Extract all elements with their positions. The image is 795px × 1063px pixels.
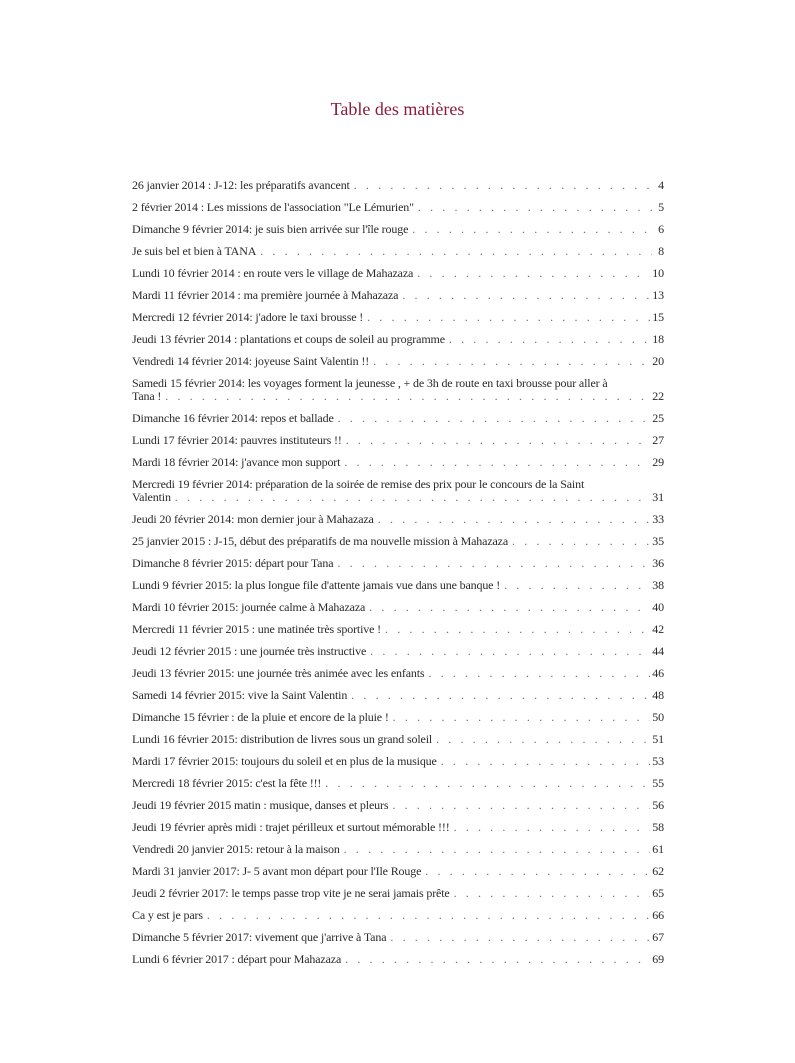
toc-entry-title: Valentin <box>132 490 171 504</box>
toc-entry-title-line1: Samedi 15 février 2014: les voyages forment la jeunesse , + de 3h de route en taxi brousse pour aller à <box>132 376 608 390</box>
toc-entry-leader-dots <box>412 223 652 236</box>
toc-entry-page-number: 42 <box>652 622 664 636</box>
toc-entry-row <box>132 390 664 403</box>
toc-entry-title: Dimanche 8 février 2015: départ pour Tana <box>132 556 334 570</box>
toc-entry-title: Dimanche 16 février 2014: repos et ballade <box>132 411 334 425</box>
toc-entry-leader-dots <box>325 777 650 790</box>
toc-entry-title: Mercredi 11 février 2015 : une matinée très sportive ! <box>132 622 382 636</box>
toc-entry-row <box>132 311 664 324</box>
toc-entry-leader-dots <box>370 645 650 658</box>
toc-entry-page-number: 58 <box>652 820 664 834</box>
toc-entry[interactable] <box>132 953 664 966</box>
toc-entry-page-number: 5 <box>658 200 664 214</box>
toc-entry-leader-dots <box>454 887 651 900</box>
toc-entry-row <box>132 223 664 236</box>
toc-entry[interactable] <box>132 777 664 790</box>
toc-entry-row <box>132 645 664 658</box>
toc-entry-row <box>132 179 664 192</box>
toc-entry-page-number: 10 <box>652 266 664 280</box>
toc-entry[interactable] <box>132 865 664 878</box>
toc-entry[interactable] <box>132 667 664 680</box>
toc-entry-title: Mercredi 12 février 2014: j'adore le taxi brousse ! <box>132 310 364 324</box>
toc-entry-page-number: 25 <box>652 411 664 425</box>
toc-entry[interactable] <box>132 377 664 403</box>
toc-entry-row <box>132 333 664 346</box>
toc-entry-title: 26 janvier 2014 : J-12: les préparatifs avancent <box>132 178 350 192</box>
toc-entry-page-number: 31 <box>652 490 664 504</box>
toc-entry-page-number: 48 <box>652 688 664 702</box>
toc-entry-row <box>132 201 664 214</box>
toc-entry-leader-dots <box>367 311 650 324</box>
toc-entry[interactable] <box>132 245 664 258</box>
toc-entry-leader-dots <box>337 557 650 570</box>
toc-entry-title: Mardi 31 janvier 2017: J- 5 avant mon départ pour l'Ile Rouge <box>132 864 422 878</box>
toc-entry-title: Vendredi 20 janvier 2015: retour à la maison <box>132 842 340 856</box>
toc-entry[interactable] <box>132 535 664 548</box>
toc-entry[interactable] <box>132 623 664 636</box>
toc-entry-title: Mardi 18 février 2014: j'avance mon support <box>132 455 341 469</box>
toc-entry-leader-dots <box>346 434 651 447</box>
toc-entry-title: Ca y est je pars <box>132 908 203 922</box>
toc-entry-row <box>132 535 664 548</box>
toc-entry-page-number: 69 <box>652 952 664 966</box>
toc-entry-leader-dots <box>402 289 650 302</box>
toc-entry[interactable] <box>132 311 664 324</box>
toc-entry-leader-dots <box>344 456 650 469</box>
toc-entry-title: Jeudi 13 février 2014 : plantations et coups de soleil au programme <box>132 332 445 346</box>
toc-entry-leader-dots <box>418 201 652 214</box>
toc-entry-title: Lundi 10 février 2014 : en route vers le village de Mahazaza <box>132 266 414 280</box>
toc-entry[interactable] <box>132 821 664 834</box>
toc-entry-page-number: 66 <box>652 908 664 922</box>
toc-entry-page-number: 50 <box>652 710 664 724</box>
toc-entry-leader-dots <box>390 931 650 944</box>
toc-entry-page-number: 53 <box>652 754 664 768</box>
toc-entry-page-number: 33 <box>652 512 664 526</box>
toc-entry-leader-dots <box>512 535 650 548</box>
toc-entry-row <box>132 887 664 900</box>
toc-entry-page-number: 46 <box>652 666 664 680</box>
toc-entry-row <box>132 456 664 469</box>
toc-entry[interactable] <box>132 456 664 469</box>
toc-entry-row <box>132 953 664 966</box>
toc-entry-page-number: 6 <box>658 222 664 236</box>
toc-entry-title: Lundi 17 février 2014: pauvres instituteurs !! <box>132 433 342 447</box>
toc-entry-row <box>132 777 664 790</box>
toc-entry-leader-dots <box>165 390 650 403</box>
toc-entry-page-number: 44 <box>652 644 664 658</box>
toc-entry[interactable] <box>132 711 664 724</box>
toc-entry-row <box>132 557 664 570</box>
toc-entry-row <box>132 434 664 447</box>
toc-entry[interactable] <box>132 223 664 236</box>
toc-entry-title-line1: Mercredi 19 février 2014: préparation de la soirée de remise des prix pour le concours de la Saint <box>132 477 585 491</box>
toc-entry-page-number: 29 <box>652 455 664 469</box>
toc-entry-page-number: 65 <box>652 886 664 900</box>
toc-entry-row <box>132 491 664 504</box>
toc-entry-title: Lundi 16 février 2015: distribution de livres sous un grand soleil <box>132 732 433 746</box>
table-of-contents <box>132 179 664 975</box>
toc-entry-title: Mardi 10 février 2015: journée calme à Mahazaza <box>132 600 366 614</box>
toc-entry-row <box>132 755 664 768</box>
toc-entry-title: Mercredi 18 février 2015: c'est la fête !!! <box>132 776 322 790</box>
toc-entry-page-number: 55 <box>652 776 664 790</box>
toc-entry-leader-dots <box>441 755 651 768</box>
toc-entry[interactable] <box>132 843 664 856</box>
toc-entry-page-number: 38 <box>652 578 664 592</box>
toc-entry-page-number: 22 <box>652 389 664 403</box>
toc-entry-page-number: 15 <box>652 310 664 324</box>
toc-entry-title: Jeudi 12 février 2015 : une journée très instructive <box>132 644 367 658</box>
toc-entry-page-number: 27 <box>652 433 664 447</box>
toc-entry-leader-dots <box>504 579 650 592</box>
toc-entry-page-number: 56 <box>652 798 664 812</box>
toc-entry[interactable] <box>132 412 664 425</box>
toc-entry-row <box>132 711 664 724</box>
toc-entry-row <box>132 289 664 302</box>
toc-entry-row <box>132 513 664 526</box>
toc-entry-title: Mardi 17 février 2015: toujours du soleil et en plus de la musique <box>132 754 437 768</box>
toc-entry[interactable] <box>132 267 664 280</box>
toc-entry-page-number: 40 <box>652 600 664 614</box>
toc-entry-row <box>132 267 664 280</box>
toc-entry-title: 2 février 2014 : Les missions de l'association "Le Lémurien" <box>132 200 414 214</box>
toc-entry-page-number: 67 <box>652 930 664 944</box>
toc-entry-page-number: 61 <box>652 842 664 856</box>
toc-entry-row <box>132 843 664 856</box>
toc-entry-title: 25 janvier 2015 : J-15, début des préparatifs de ma nouvelle mission à Mahazaza <box>132 534 509 548</box>
toc-entry-leader-dots <box>373 355 650 368</box>
toc-entry-page-number: 51 <box>652 732 664 746</box>
toc-entry-page-number: 8 <box>658 244 664 258</box>
toc-entry-title: Jeudi 19 février après midi : trajet périlleux et surtout mémorable !!! <box>132 820 450 834</box>
toc-entry-title: Lundi 9 février 2015: la plus longue file d'attente jamais vue dans une banque ! <box>132 578 501 592</box>
toc-entry-leader-dots <box>428 667 650 680</box>
toc-entry-leader-dots <box>417 267 650 280</box>
toc-entry[interactable] <box>132 355 664 368</box>
toc-entry-title: Je suis bel et bien à TANA <box>132 244 257 258</box>
toc-entry-leader-dots <box>354 179 652 192</box>
toc-entry-leader-dots <box>345 953 650 966</box>
toc-entry-page-number: 35 <box>652 534 664 548</box>
page-title: Table des matières <box>330 99 465 119</box>
toc-entry-row <box>132 931 664 944</box>
toc-entry[interactable] <box>132 289 664 302</box>
toc-entry[interactable] <box>132 201 664 214</box>
toc-entry-title: Dimanche 9 février 2014: je suis bien arrivée sur l'île rouge <box>132 222 409 236</box>
toc-entry-row <box>132 245 664 258</box>
toc-entry-leader-dots <box>449 333 650 346</box>
toc-entry[interactable] <box>132 434 664 447</box>
toc-entry[interactable] <box>132 689 664 702</box>
toc-entry-title: Lundi 6 février 2017 : départ pour Mahazaza <box>132 952 342 966</box>
toc-entry-leader-dots <box>385 623 650 636</box>
toc-entry[interactable] <box>132 645 664 658</box>
toc-entry[interactable] <box>132 333 664 346</box>
toc-entry[interactable] <box>132 579 664 592</box>
toc-entry-title: Vendredi 14 février 2014: joyeuse Saint Valentin !! <box>132 354 370 368</box>
toc-entry[interactable] <box>132 909 664 922</box>
toc-entry-leader-dots <box>436 733 650 746</box>
toc-entry-title: Dimanche 5 février 2017: vivement que j'arrive à Tana <box>132 930 387 944</box>
toc-entry-leader-dots <box>454 821 651 834</box>
toc-entry-row <box>132 579 664 592</box>
toc-entry-row <box>132 799 664 812</box>
toc-entry-page-number: 36 <box>652 556 664 570</box>
toc-entry-title: Dimanche 15 février : de la pluie et encore de la pluie ! <box>132 710 389 724</box>
toc-entry-row <box>132 689 664 702</box>
toc-entry-row <box>132 355 664 368</box>
toc-entry-leader-dots <box>260 245 652 258</box>
toc-entry-title: Jeudi 13 février 2015: une journée très animée avec les enfants <box>132 666 425 680</box>
toc-entry[interactable] <box>132 887 664 900</box>
toc-entry-leader-dots <box>175 491 651 504</box>
toc-entry-title: Jeudi 19 février 2015 matin : musique, danses et pleurs <box>132 798 389 812</box>
toc-entry-leader-dots <box>369 601 650 614</box>
toc-entry[interactable] <box>132 755 664 768</box>
toc-entry-leader-dots <box>425 865 650 878</box>
toc-entry-title: Mardi 11 février 2014 : ma première journée à Mahazaza <box>132 288 399 302</box>
toc-entry-title: Samedi 14 février 2015: vive la Saint Valentin <box>132 688 348 702</box>
toc-entry-row <box>132 865 664 878</box>
toc-entry-title: Jeudi 2 février 2017: le temps passe trop vite je ne serai jamais prête <box>132 886 450 900</box>
toc-entry-leader-dots <box>392 799 650 812</box>
toc-entry-page-number: 13 <box>652 288 664 302</box>
toc-entry-row <box>132 623 664 636</box>
toc-entry-page-number: 18 <box>652 332 664 346</box>
toc-entry-title: Tana ! <box>132 389 162 403</box>
toc-entry-page-number: 4 <box>658 178 664 192</box>
toc-entry[interactable] <box>132 478 664 504</box>
toc-entry-leader-dots <box>207 909 650 922</box>
toc-entry-row <box>132 412 664 425</box>
toc-entry[interactable] <box>132 179 664 192</box>
toc-entry-leader-dots <box>393 711 651 724</box>
toc-entry-row <box>132 821 664 834</box>
toc-entry-row <box>132 909 664 922</box>
toc-entry-row <box>132 733 664 746</box>
toc-entry-leader-dots <box>351 689 650 702</box>
toc-entry-leader-dots <box>378 513 651 526</box>
toc-entry[interactable] <box>132 601 664 614</box>
toc-entry[interactable] <box>132 931 664 944</box>
toc-entry[interactable] <box>132 733 664 746</box>
toc-entry[interactable] <box>132 513 664 526</box>
toc-entry-leader-dots <box>338 412 651 425</box>
toc-entry-page-number: 62 <box>652 864 664 878</box>
toc-entry[interactable] <box>132 799 664 812</box>
toc-entry-page-number: 20 <box>652 354 664 368</box>
toc-entry-leader-dots <box>344 843 651 856</box>
toc-entry-title: Jeudi 20 février 2014: mon dernier jour à Mahazaza <box>132 512 374 526</box>
toc-entry-row <box>132 601 664 614</box>
toc-entry[interactable] <box>132 557 664 570</box>
toc-entry-row <box>132 667 664 680</box>
